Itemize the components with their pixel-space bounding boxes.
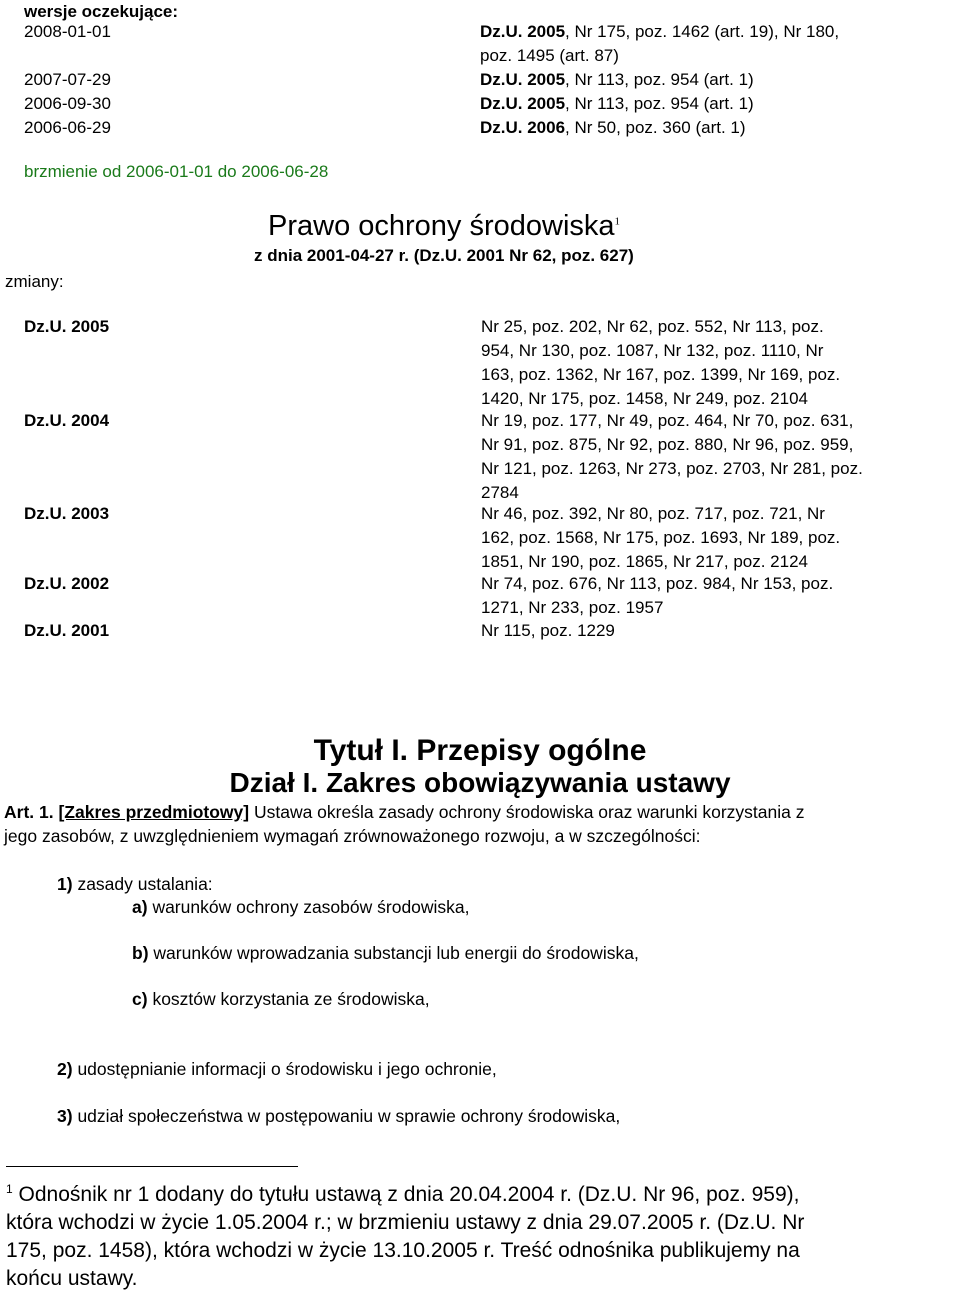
- list-item: a) warunków ochrony zasobów środowiska,: [132, 897, 470, 917]
- list-item: b) warunków wprowadzania substancji lub energii do środowiska,: [132, 943, 639, 963]
- pending-ref-link[interactable]: Dz.U. 2005, Nr 175, poz. 1462 (art. 19), Nr 180,: [480, 22, 840, 41]
- act-subtitle: z dnia 2001-04-27 r. (Dz.U. 2001 Nr 62, poz. 627): [254, 246, 634, 265]
- footnote-line: $^1$ Odnośnik nr 1 dodany do tytułu ustawą z dnia 20.04.2004 r. (Dz.U. Nr 96, poz. 959),: [6, 1182, 800, 1206]
- amendment-line: 954, Nr 130, poz. 1087, Nr 132, poz. 1110, Nr: [481, 341, 824, 360]
- list-item: 2) udostępnianie informacji o środowisku i jego ochronie,: [57, 1059, 497, 1079]
- list-item: 1) zasady ustalania:: [57, 874, 213, 894]
- amendment-line: Nr 91, poz. 875, Nr 92, poz. 880, Nr 96, poz. 959,: [481, 435, 854, 454]
- amendment-line: 1420, Nr 175, poz. 1458, Nr 249, poz. 2104: [481, 389, 809, 408]
- article-text-line: jego zasobów, z uwzględnieniem wymagań zrównoważonego rozwoju, a w szczególności:: [4, 826, 701, 846]
- list-item: c) kosztów korzystania ze środowiska,: [132, 989, 430, 1009]
- validity-period: brzmienie od 2006-01-01 do 2006-06-28: [24, 162, 329, 181]
- footnote-separator: [6, 1166, 298, 1167]
- footnote-line: która wchodzi w życie 1.05.2004 r.; w brzmieniu ustawy z dnia 29.07.2005 r. (Dz.U. Nr: [6, 1211, 805, 1234]
- footnote-reference[interactable]: 1: [614, 215, 621, 228]
- section-heading: Dział I. Zakres obowiązywania ustawy: [229, 767, 731, 798]
- footnote-mark: 1: [6, 1182, 13, 1196]
- pending-heading: wersje oczekujące:: [24, 2, 179, 21]
- title-heading: Tytuł I. Przepisy ogólne: [313, 734, 647, 767]
- pending-ref-link[interactable]: Dz.U. 2005, Nr 113, poz. 954 (art. 1): [480, 70, 754, 89]
- amendment-line: 162, poz. 1568, Nr 175, poz. 1693, Nr 189, poz.: [481, 528, 841, 547]
- amendment-line: Nr 25, poz. 202, Nr 62, poz. 552, Nr 113, poz.: [481, 317, 824, 336]
- changes-label: zmiany:: [5, 272, 64, 291]
- article-caption: [Zakres przedmiotowy]: [58, 802, 250, 822]
- amendment-line: Nr 121, poz. 1263, Nr 273, poz. 2703, Nr 281, poz.: [481, 459, 863, 478]
- amendment-year: Dz.U. 2004: [24, 411, 110, 430]
- amendment-line: 1851, Nr 190, poz. 1865, Nr 217, poz. 2124: [481, 552, 809, 571]
- footnote-line: końcu ustawy.: [6, 1267, 138, 1290]
- pending-date: 2006-06-29: [24, 118, 111, 137]
- amendment-year: Dz.U. 2003: [24, 504, 110, 523]
- act-title: Prawo ochrony środowiska$^1$: [268, 210, 621, 242]
- amendment-line: Nr 115, poz. 1229: [481, 621, 615, 640]
- amendment-line: 1271, Nr 233, poz. 1957: [481, 598, 664, 617]
- pending-date: 2007-07-29: [24, 70, 111, 89]
- footnote-line: 175, poz. 1458), która wchodzi w życie 13.10.2005 r. Treść odnośnika publikujemy na: [6, 1239, 800, 1262]
- article-number: Art. 1.: [4, 802, 54, 822]
- pending-ref-link[interactable]: Dz.U. 2005, Nr 113, poz. 954 (art. 1): [480, 94, 754, 113]
- amendment-year: Dz.U. 2005: [24, 317, 110, 336]
- amendment-line: 163, poz. 1362, Nr 167, poz. 1399, Nr 169, poz.: [481, 365, 841, 384]
- amendment-line: Nr 74, poz. 676, Nr 113, poz. 984, Nr 153, poz.: [481, 574, 834, 593]
- pending-ref-link[interactable]: poz. 1495 (art. 87): [480, 46, 619, 65]
- amendment-line: Nr 19, poz. 177, Nr 49, poz. 464, Nr 70, poz. 631,: [481, 411, 854, 430]
- amendment-year: Dz.U. 2002: [24, 574, 110, 593]
- amendment-line: 2784: [481, 483, 519, 502]
- pending-date: 2008-01-01: [24, 22, 111, 41]
- article-text: Art. 1. [Zakres przedmiotowy] Ustawa określa zasady ochrony środowiska oraz warunki korzystania z: [4, 802, 805, 822]
- amendment-year: Dz.U. 2001: [24, 621, 110, 640]
- list-item: 3) udział społeczeństwa w postępowaniu w sprawie ochrony środowiska,: [57, 1106, 621, 1126]
- amendment-line: Nr 46, poz. 392, Nr 80, poz. 717, poz. 721, Nr: [481, 504, 825, 523]
- pending-date: 2006-09-30: [24, 94, 111, 113]
- pending-ref-link[interactable]: Dz.U. 2006, Nr 50, poz. 360 (art. 1): [480, 118, 746, 137]
